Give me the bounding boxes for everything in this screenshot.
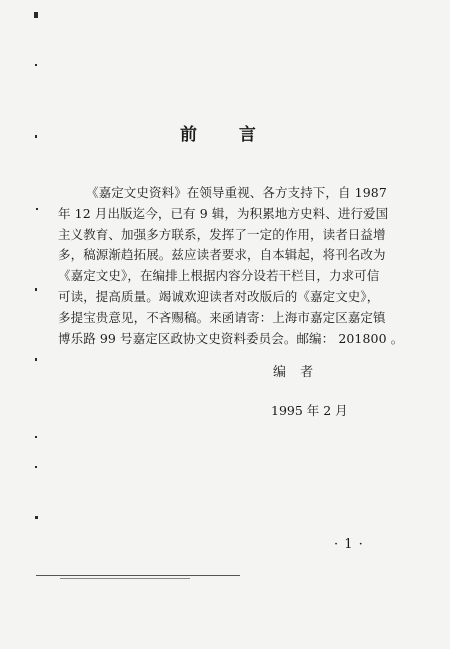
- paragraph-line: 年 12 月出版迄今，已有 9 辑，为积累地方史料、进行爱国: [58, 205, 389, 221]
- scan-mark: [35, 466, 37, 468]
- paragraph-line: 多提宝贵意见，不吝赐稿。来函请寄：上海市嘉定区嘉定镇: [58, 309, 386, 325]
- scan-mark: [35, 135, 37, 138]
- paragraph-line: 博乐路 99 号嘉定区政协文史资料委员会。邮编： 201800 。: [58, 330, 404, 346]
- scan-edge-line: [36, 575, 240, 576]
- scan-mark: [35, 436, 37, 438]
- signature: 编 者: [273, 365, 319, 380]
- paragraph-line: 多，稿源渐趋拓展。兹应读者要求，自本辑起，将刊名改为: [58, 247, 386, 263]
- scan-mark: [36, 208, 38, 210]
- paragraph-line: 《嘉定文史资料》在领导重视、各方支持下，自 1987: [86, 185, 387, 200]
- scan-mark: [35, 516, 38, 519]
- scan-edge-line: [60, 578, 190, 579]
- page-title: 前 言: [180, 125, 274, 145]
- scan-mark: [35, 358, 37, 361]
- date-line: 1995 年 2 月: [271, 403, 348, 418]
- scan-mark: [35, 288, 37, 291]
- paragraph-line: 可读，提高质量。竭诚欢迎读者对改版后的《嘉定文史》，: [58, 288, 380, 304]
- paragraph-line: 主义教育、加强多方联系，发挥了一定的作用，读者日益增: [58, 226, 386, 242]
- scan-mark: [35, 64, 37, 66]
- preface-paragraph: [58, 183, 404, 349]
- paragraph-line: 《嘉定文史》，在编排上根据内容分设若干栏目，力求可信: [58, 268, 380, 284]
- scan-mark: [34, 12, 38, 18]
- page-number: · 1 ·: [334, 537, 364, 552]
